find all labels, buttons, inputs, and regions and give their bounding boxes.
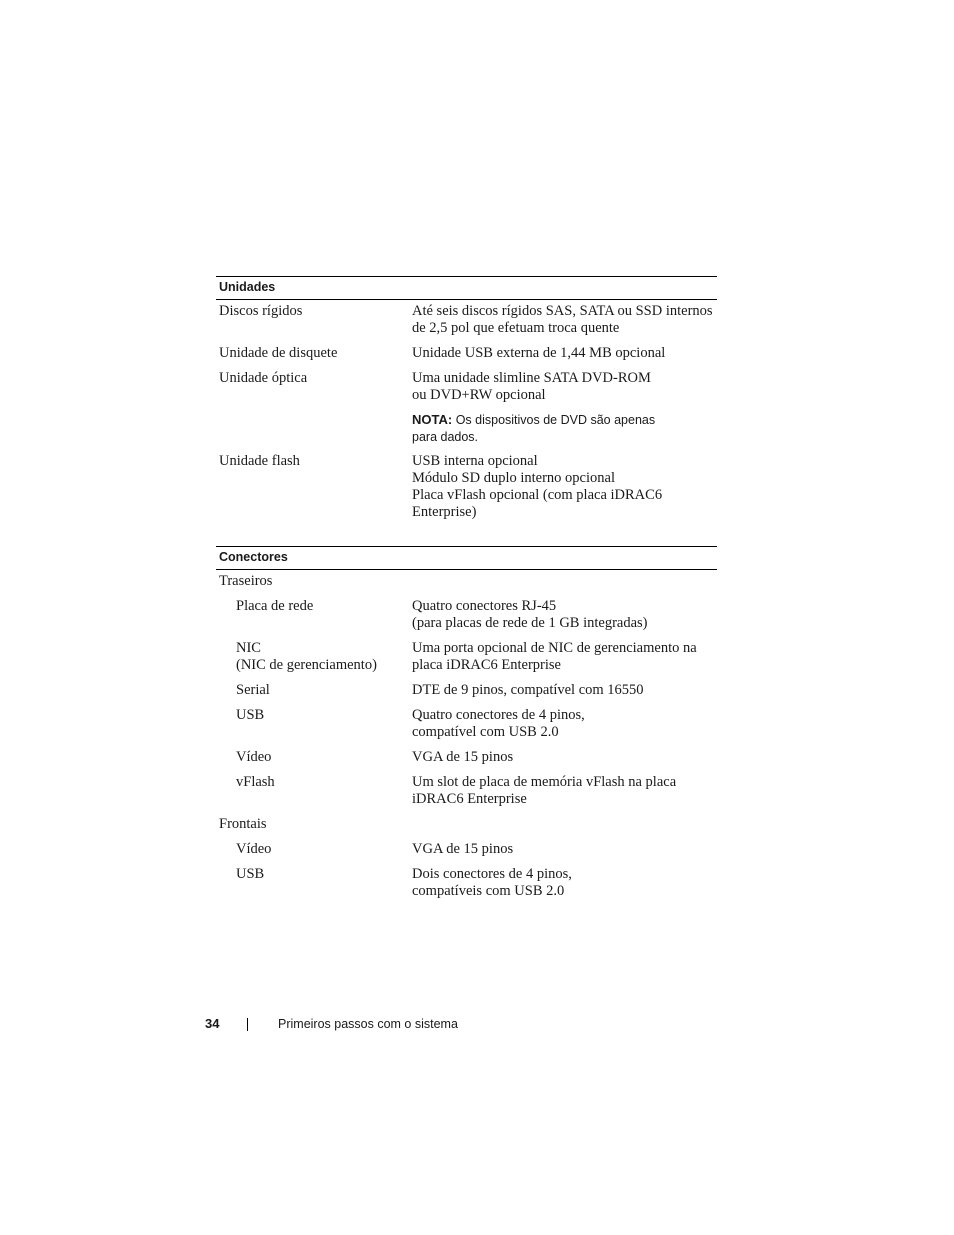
- note-label: NOTA:: [412, 412, 453, 427]
- row-label: Discos rígidos: [219, 303, 303, 319]
- row-label: vFlash: [236, 774, 275, 790]
- drives-heading: Unidades: [216, 276, 717, 300]
- row-value: Dois conectores de 4 pinos, compatíveis com USB 2.0: [412, 866, 572, 899]
- row-label: USB: [236, 707, 265, 723]
- row-label: Unidade flash: [219, 453, 300, 469]
- row-label: USB: [236, 866, 265, 882]
- row-label: Vídeo: [236, 841, 272, 857]
- connectors-section: Conectores Traseiros Placa de rede Quatro conectores RJ-45 (para placas de rede de 1 GB integradas) NIC (NIC de gerenciamento) Uma porta opcional de NIC de gerenciamento na placa iDRAC6 Enterprise Serial DTE de 9 pinos, compatível com 16550 USB Quatro conectores de 4 pinos, compatível com USB 2.0 Vídeo VGA de 15 pinos vFlash Um slot de placa de memória vFlash na placa iDRAC6 Enterprise Frontais Vídeo VGA de 15 pinos USB Dois conectores de 4 pinos, compatíveis com USB 2.0: [216, 546, 717, 570]
- footer-title: Primeiros passos com o sistema: [278, 1017, 458, 1031]
- note-text: NOTA: Os dispositivos de DVD são apenas para dados.: [412, 412, 656, 444]
- row-value: Uma unidade slimline SATA DVD-ROM ou DVD+RW opcional: [412, 370, 651, 403]
- row-value: Quatro conectores RJ-45 (para placas de rede de 1 GB integradas): [412, 598, 648, 631]
- row-value: VGA de 15 pinos: [412, 841, 514, 857]
- row-label: Unidade óptica: [219, 370, 308, 386]
- row-value: Uma porta opcional de NIC de gerenciamento na placa iDRAC6 Enterprise: [412, 640, 697, 673]
- drives-section: [216, 276, 717, 520]
- row-label: Vídeo: [236, 749, 272, 765]
- row-value: USB interna opcional Módulo SD duplo interno opcional Placa vFlash opcional (com placa iDRAC6 Enterprise): [412, 453, 663, 520]
- row-label: NIC (NIC de gerenciamento): [236, 640, 377, 673]
- page-number: 34: [205, 1016, 220, 1031]
- row-label: Serial: [236, 682, 270, 698]
- row-value: VGA de 15 pinos: [412, 749, 514, 765]
- footer-separator: [247, 1018, 248, 1031]
- row-value: Até seis discos rígidos SAS, SATA ou SSD internos de 2,5 pol que efetuam troca quente: [412, 303, 713, 336]
- row-label: Unidade de disquete: [219, 345, 338, 361]
- row-value: Quatro conectores de 4 pinos, compatível com USB 2.0: [412, 707, 585, 740]
- row-value: DTE de 9 pinos, compatível com 16550: [412, 682, 644, 698]
- row-value: Unidade USB externa de 1,44 MB opcional: [412, 345, 666, 361]
- row-label: Placa de rede: [236, 598, 314, 614]
- connectors-heading: Conectores: [216, 546, 717, 570]
- row-value: Um slot de placa de memória vFlash na placa iDRAC6 Enterprise: [412, 774, 677, 807]
